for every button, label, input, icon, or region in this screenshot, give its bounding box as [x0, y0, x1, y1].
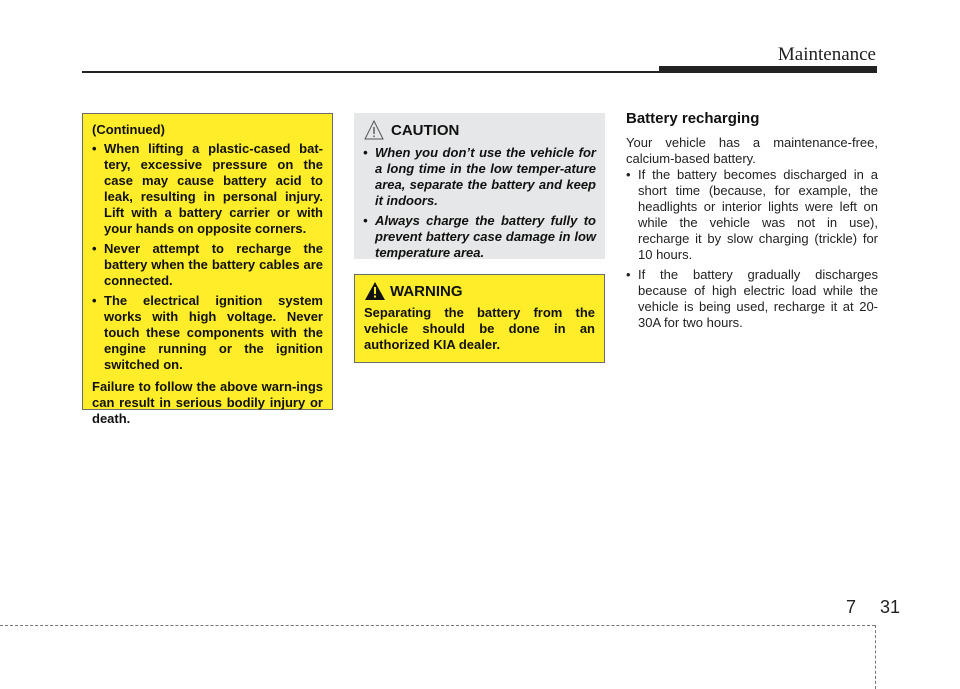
continued-list — [92, 141, 323, 373]
section-title: Maintenance — [777, 44, 876, 65]
recharging-intro: Your vehicle has a maintenance-free, calcium-based battery. — [626, 135, 878, 166]
caution-heading — [363, 119, 596, 141]
warning-label: WARNING — [390, 282, 463, 300]
list-item: • When you don’t use the vehicle for a long time in the low temper-ature area, separate the battery and keep it indoors. — [363, 145, 596, 209]
page-number: 31 — [880, 597, 901, 617]
continued-title: (Continued) — [92, 122, 165, 137]
list-item: • If the battery gradually discharges because of high electric load while the vehicle is being used, recharge it at 20-30A for two hours. — [626, 267, 878, 331]
header-bar — [659, 66, 877, 73]
chapter-number: 7 — [846, 597, 857, 617]
recharging-heading: Battery recharging — [626, 110, 760, 127]
list-item: • Always charge the battery fully to prevent battery case damage in low temperature area. — [363, 213, 596, 261]
warning-heading — [364, 281, 595, 301]
list-item: • The electrical ignition system works with high voltage. Never touch these components with the engine running or the ignition switched on. — [92, 293, 323, 373]
recharging-list — [626, 167, 878, 331]
footer-dashed-rule — [0, 625, 875, 626]
battery-recharging-section — [626, 110, 878, 335]
caution-label: CAUTION — [391, 121, 460, 139]
list-item: • If the battery becomes discharged in a short time (because, for example, the headlights or interior lights were left on while the vehicle was not in use), recharge it by slow charging (trickle) for 10 hours. — [626, 167, 878, 263]
warning-triangle-icon — [364, 281, 386, 301]
list-item: • When lifting a plastic-cased bat-tery, excessive pressure on the case may cause battery acid to leak, resulting in personal injury. Lift with a battery carrier or with your hands on opposite corners. — [92, 141, 323, 237]
caution-list — [363, 145, 596, 261]
footer-dashed-divider — [875, 625, 876, 689]
continued-footer-text: Failure to follow the above warn-ings can result in serious bodily injury or death. — [92, 379, 323, 426]
continued-warning-box — [82, 113, 333, 426]
warning-box — [354, 274, 605, 363]
list-item: • Never attempt to recharge the battery when the battery cables are connected. — [92, 241, 323, 289]
header-rule — [82, 71, 659, 73]
caution-triangle-icon — [363, 119, 385, 141]
warning-text: Separating the battery from the vehicle should be done in an authorized KIA dealer. — [364, 305, 595, 352]
caution-box — [354, 113, 605, 259]
